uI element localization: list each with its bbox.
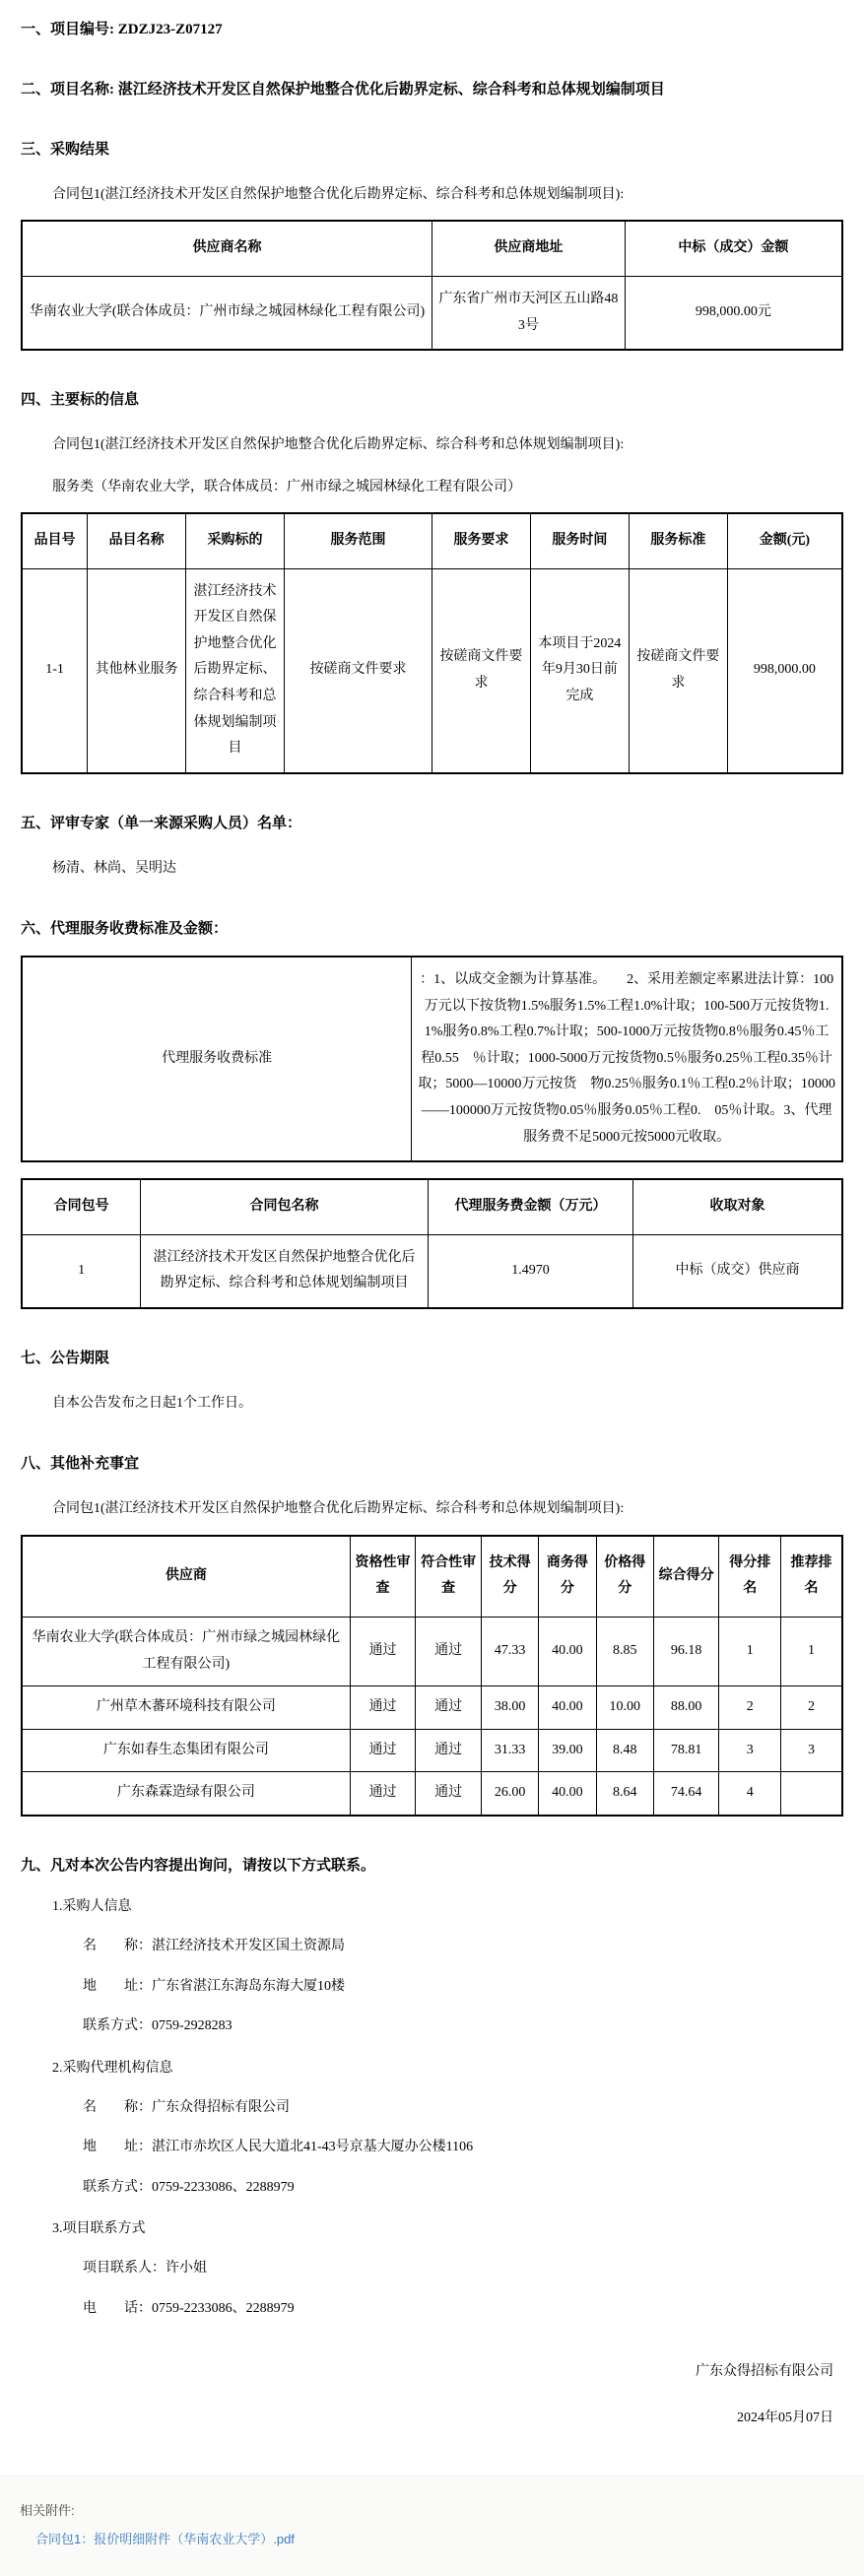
signature-date: 2024年05月07日	[737, 2411, 833, 2426]
cell-supplier: 广东森霖造绿有限公司	[22, 1772, 350, 1816]
score-table	[21, 1535, 843, 1816]
column-header-recommend-rank: 推荐排名	[780, 1536, 842, 1618]
project-contact-title: 3.项目联系方式	[52, 2221, 146, 2237]
column-header-service-standard: 服务标准	[629, 513, 727, 568]
cell-qualification: 通过	[350, 1772, 416, 1816]
cell-total-score: 78.81	[653, 1729, 719, 1772]
fee-package-table	[21, 1178, 843, 1309]
section-heading-experts: 五、评审专家（单一来源采购人员）名单：	[21, 815, 302, 831]
cell-supplier-address: 广东省广州市天河区五山路483号	[432, 276, 626, 350]
subject-table	[21, 512, 843, 774]
cell-amount: 998,000.00	[727, 568, 842, 773]
cell-conformity: 通过	[416, 1729, 482, 1772]
cell-price-score: 10.00	[596, 1686, 653, 1730]
column-header-award-amount: 中标（成交）金额	[625, 221, 842, 276]
cell-package-no: 1	[22, 1234, 141, 1308]
column-header-price-score: 价格得分	[596, 1536, 653, 1618]
section-heading-supplementary: 八、其他补充事宜	[21, 1456, 140, 1473]
cell-price-score: 8.85	[596, 1618, 653, 1686]
column-header-total-score: 综合得分	[653, 1536, 719, 1618]
cell-procurement-target: 湛江经济技术开发区自然保护地整合优化后勘界定标、综合科考和总体规划编制项目	[186, 568, 285, 773]
attachment-pdf-link[interactable]: 合同包1：报价明细附件（华南农业大学）.pdf	[35, 2532, 295, 2547]
result-table	[21, 220, 843, 351]
table-header-row	[22, 513, 842, 568]
cell-conformity: 通过	[416, 1686, 482, 1730]
table-header-row	[22, 221, 842, 276]
cell-technical-score: 47.33	[481, 1618, 538, 1686]
signature-block	[21, 2361, 833, 2428]
attachments-footer	[0, 2476, 864, 2576]
column-header-item-name: 品目名称	[88, 513, 186, 568]
cell-supplier: 华南农业大学(联合体成员：广州市绿之城园林绿化工程有限公司)	[22, 1618, 350, 1686]
cell-package-name: 湛江经济技术开发区自然保护地整合优化后勘界定标、综合科考和总体规划编制项目	[141, 1234, 429, 1308]
section-heading-agency-fee: 六、代理服务收费标准及金额：	[21, 921, 229, 938]
cell-score-rank: 2	[719, 1686, 780, 1730]
attachments-label: 相关附件:	[20, 2503, 75, 2519]
column-header-service-time: 服务时间	[530, 513, 629, 568]
service-category-line: 服务类（华南农业大学，联合体成员：广州市绿之城园林绿化工程有限公司）	[52, 479, 521, 495]
agency-info-title: 2.采购代理机构信息	[52, 2060, 173, 2076]
project-contact-phone: 电 话：0759-2233086、2288979	[83, 2300, 295, 2316]
cell-conformity: 通过	[416, 1772, 482, 1816]
column-header-supplier: 供应商	[22, 1536, 350, 1618]
column-header-conformity-review: 符合性审查	[416, 1536, 482, 1618]
purchaser-contact: 联系方式：0759-2928283	[83, 2018, 233, 2034]
cell-commercial-score: 40.00	[539, 1772, 596, 1816]
agency-contact: 联系方式：0759-2233086、2288979	[83, 2179, 295, 2195]
cell-award-amount: 998,000.00元	[625, 276, 842, 350]
column-header-service-scope: 服务范围	[285, 513, 432, 568]
table-row	[22, 1618, 842, 1686]
section-heading-announcement-period: 七、公告期限	[21, 1351, 110, 1367]
cell-technical-score: 31.33	[481, 1729, 538, 1772]
column-header-supplier-address: 供应商地址	[432, 221, 626, 276]
cell-total-score: 88.00	[653, 1686, 719, 1730]
cell-commercial-score: 39.00	[539, 1729, 596, 1772]
column-header-package-no: 合同包号	[22, 1179, 141, 1234]
column-header-commercial-score: 商务得分	[539, 1536, 596, 1618]
table-row	[22, 1234, 842, 1308]
column-header-item-no: 品目号	[22, 513, 88, 568]
cell-supplier: 广州草木蕃环境科技有限公司	[22, 1686, 350, 1730]
cell-recommend-rank: 3	[780, 1729, 842, 1772]
section-heading-main-subject: 四、主要标的信息	[21, 392, 140, 409]
column-header-fee-amount: 代理服务费金额（万元）	[428, 1179, 632, 1234]
purchaser-info-title: 1.采购人信息	[52, 1898, 132, 1914]
column-header-package-name: 合同包名称	[141, 1179, 429, 1234]
announcement-period-text: 自本公告发布之日起1个工作日。	[52, 1396, 252, 1412]
table-header-row	[22, 1179, 842, 1234]
table-row	[22, 1686, 842, 1730]
cell-recommend-rank	[780, 1772, 842, 1816]
cell-commercial-score: 40.00	[539, 1686, 596, 1730]
agency-address: 地 址：湛江市赤坎区人民大道北41-43号京基大厦办公楼1106	[83, 2140, 474, 2155]
cell-qualification: 通过	[350, 1686, 416, 1730]
table-row	[22, 276, 842, 350]
column-header-supplier-name: 供应商名称	[22, 221, 432, 276]
table-row	[22, 568, 842, 773]
cell-qualification: 通过	[350, 1618, 416, 1686]
cell-score-rank: 4	[719, 1772, 780, 1816]
cell-score-rank: 1	[719, 1618, 780, 1686]
purchaser-name: 名 称：湛江经济技术开发区国土资源局	[83, 1939, 345, 1954]
column-header-service-requirement: 服务要求	[432, 513, 530, 568]
fee-standard-table	[21, 956, 843, 1162]
package-line-subject: 合同包1(湛江经济技术开发区自然保护地整合优化后勘界定标、综合科考和总体规划编制项目):	[52, 437, 625, 453]
expert-names: 杨清、林尚、吴明达	[52, 860, 176, 876]
column-header-score-rank: 得分排名	[719, 1536, 780, 1618]
cell-technical-score: 26.00	[481, 1772, 538, 1816]
cell-technical-score: 38.00	[481, 1686, 538, 1730]
agency-name: 名 称：广东众得招标有限公司	[83, 2099, 290, 2115]
cell-supplier: 广东如春生态集团有限公司	[22, 1729, 350, 1772]
cell-service-time: 本项目于2024年9月30日前完成	[530, 568, 629, 773]
section-heading-contact: 九、凡对本次公告内容提出询问，请按以下方式联系。	[21, 1857, 376, 1874]
cell-service-scope: 按磋商文件要求	[285, 568, 432, 773]
table-row	[22, 1772, 842, 1816]
cell-price-score: 8.48	[596, 1729, 653, 1772]
cell-fee-standard-content: ：1、以成交金额为计算基准。 2、采用差额定率累进法计算：100万元以下按货物1.5%服务1.5%工程1.0%计取；100-500万元按货物1.1%服务0.8%工程0.7%计取；500-1000万元按货物0.8％服务0.45％工程0.55 ％计取；1000-5000万元按货物0.5％服务0.25％工程0.35％计取；5000—10000万元按货 物0.25％服务0.1％工程0.2％计取；10000――100000万元按货物0.05％服务0.05％工程0. 05％计取。3、代理服务费不足5000元按5000元收取。	[412, 957, 842, 1161]
column-header-qualification-review: 资格性审查	[350, 1536, 416, 1618]
cell-service-standard: 按磋商文件要求	[629, 568, 727, 773]
section-heading-procurement-result: 三、采购结果	[21, 142, 110, 158]
cell-service-requirement: 按磋商文件要求	[432, 568, 530, 773]
cell-price-score: 8.64	[596, 1772, 653, 1816]
column-header-amount: 金额(元)	[727, 513, 842, 568]
cell-conformity: 通过	[416, 1618, 482, 1686]
package-line-result: 合同包1(湛江经济技术开发区自然保护地整合优化后勘界定标、综合科考和总体规划编制项目):	[52, 187, 625, 202]
cell-fee-payer: 中标（成交）供应商	[633, 1234, 842, 1308]
table-header-row	[22, 1536, 842, 1618]
cell-commercial-score: 40.00	[539, 1618, 596, 1686]
cell-recommend-rank: 1	[780, 1618, 842, 1686]
project-contact-person: 项目联系人：许小姐	[83, 2261, 207, 2277]
cell-fee-standard-label: 代理服务收费标准	[22, 957, 412, 1161]
section-heading-project-number: 一、项目编号: ZDZJ23-Z07127	[21, 22, 223, 37]
cell-total-score: 96.18	[653, 1618, 719, 1686]
cell-item-no: 1-1	[22, 568, 88, 773]
package-line-supplementary: 合同包1(湛江经济技术开发区自然保护地整合优化后勘界定标、综合科考和总体规划编制项目):	[52, 1501, 625, 1517]
column-header-fee-payer: 收取对象	[633, 1179, 842, 1234]
table-row	[22, 1729, 842, 1772]
table-row	[22, 957, 842, 1161]
cell-score-rank: 3	[719, 1729, 780, 1772]
column-header-technical-score: 技术得分	[481, 1536, 538, 1618]
cell-supplier-name: 华南农业大学(联合体成员：广州市绿之城园林绿化工程有限公司)	[22, 276, 432, 350]
cell-item-name: 其他林业服务	[88, 568, 186, 773]
purchaser-address: 地 址：广东省湛江东海岛东海大厦10楼	[83, 1978, 345, 1994]
signature-company: 广东众得招标有限公司	[696, 2364, 833, 2380]
column-header-procurement-target: 采购标的	[186, 513, 285, 568]
cell-recommend-rank: 2	[780, 1686, 842, 1730]
section-heading-project-name: 二、项目名称: 湛江经济技术开发区自然保护地整合优化后勘界定标、综合科考和总体规划编制项目	[21, 82, 665, 98]
cell-total-score: 74.64	[653, 1772, 719, 1816]
cell-fee-amount: 1.4970	[428, 1234, 632, 1308]
cell-qualification: 通过	[350, 1729, 416, 1772]
